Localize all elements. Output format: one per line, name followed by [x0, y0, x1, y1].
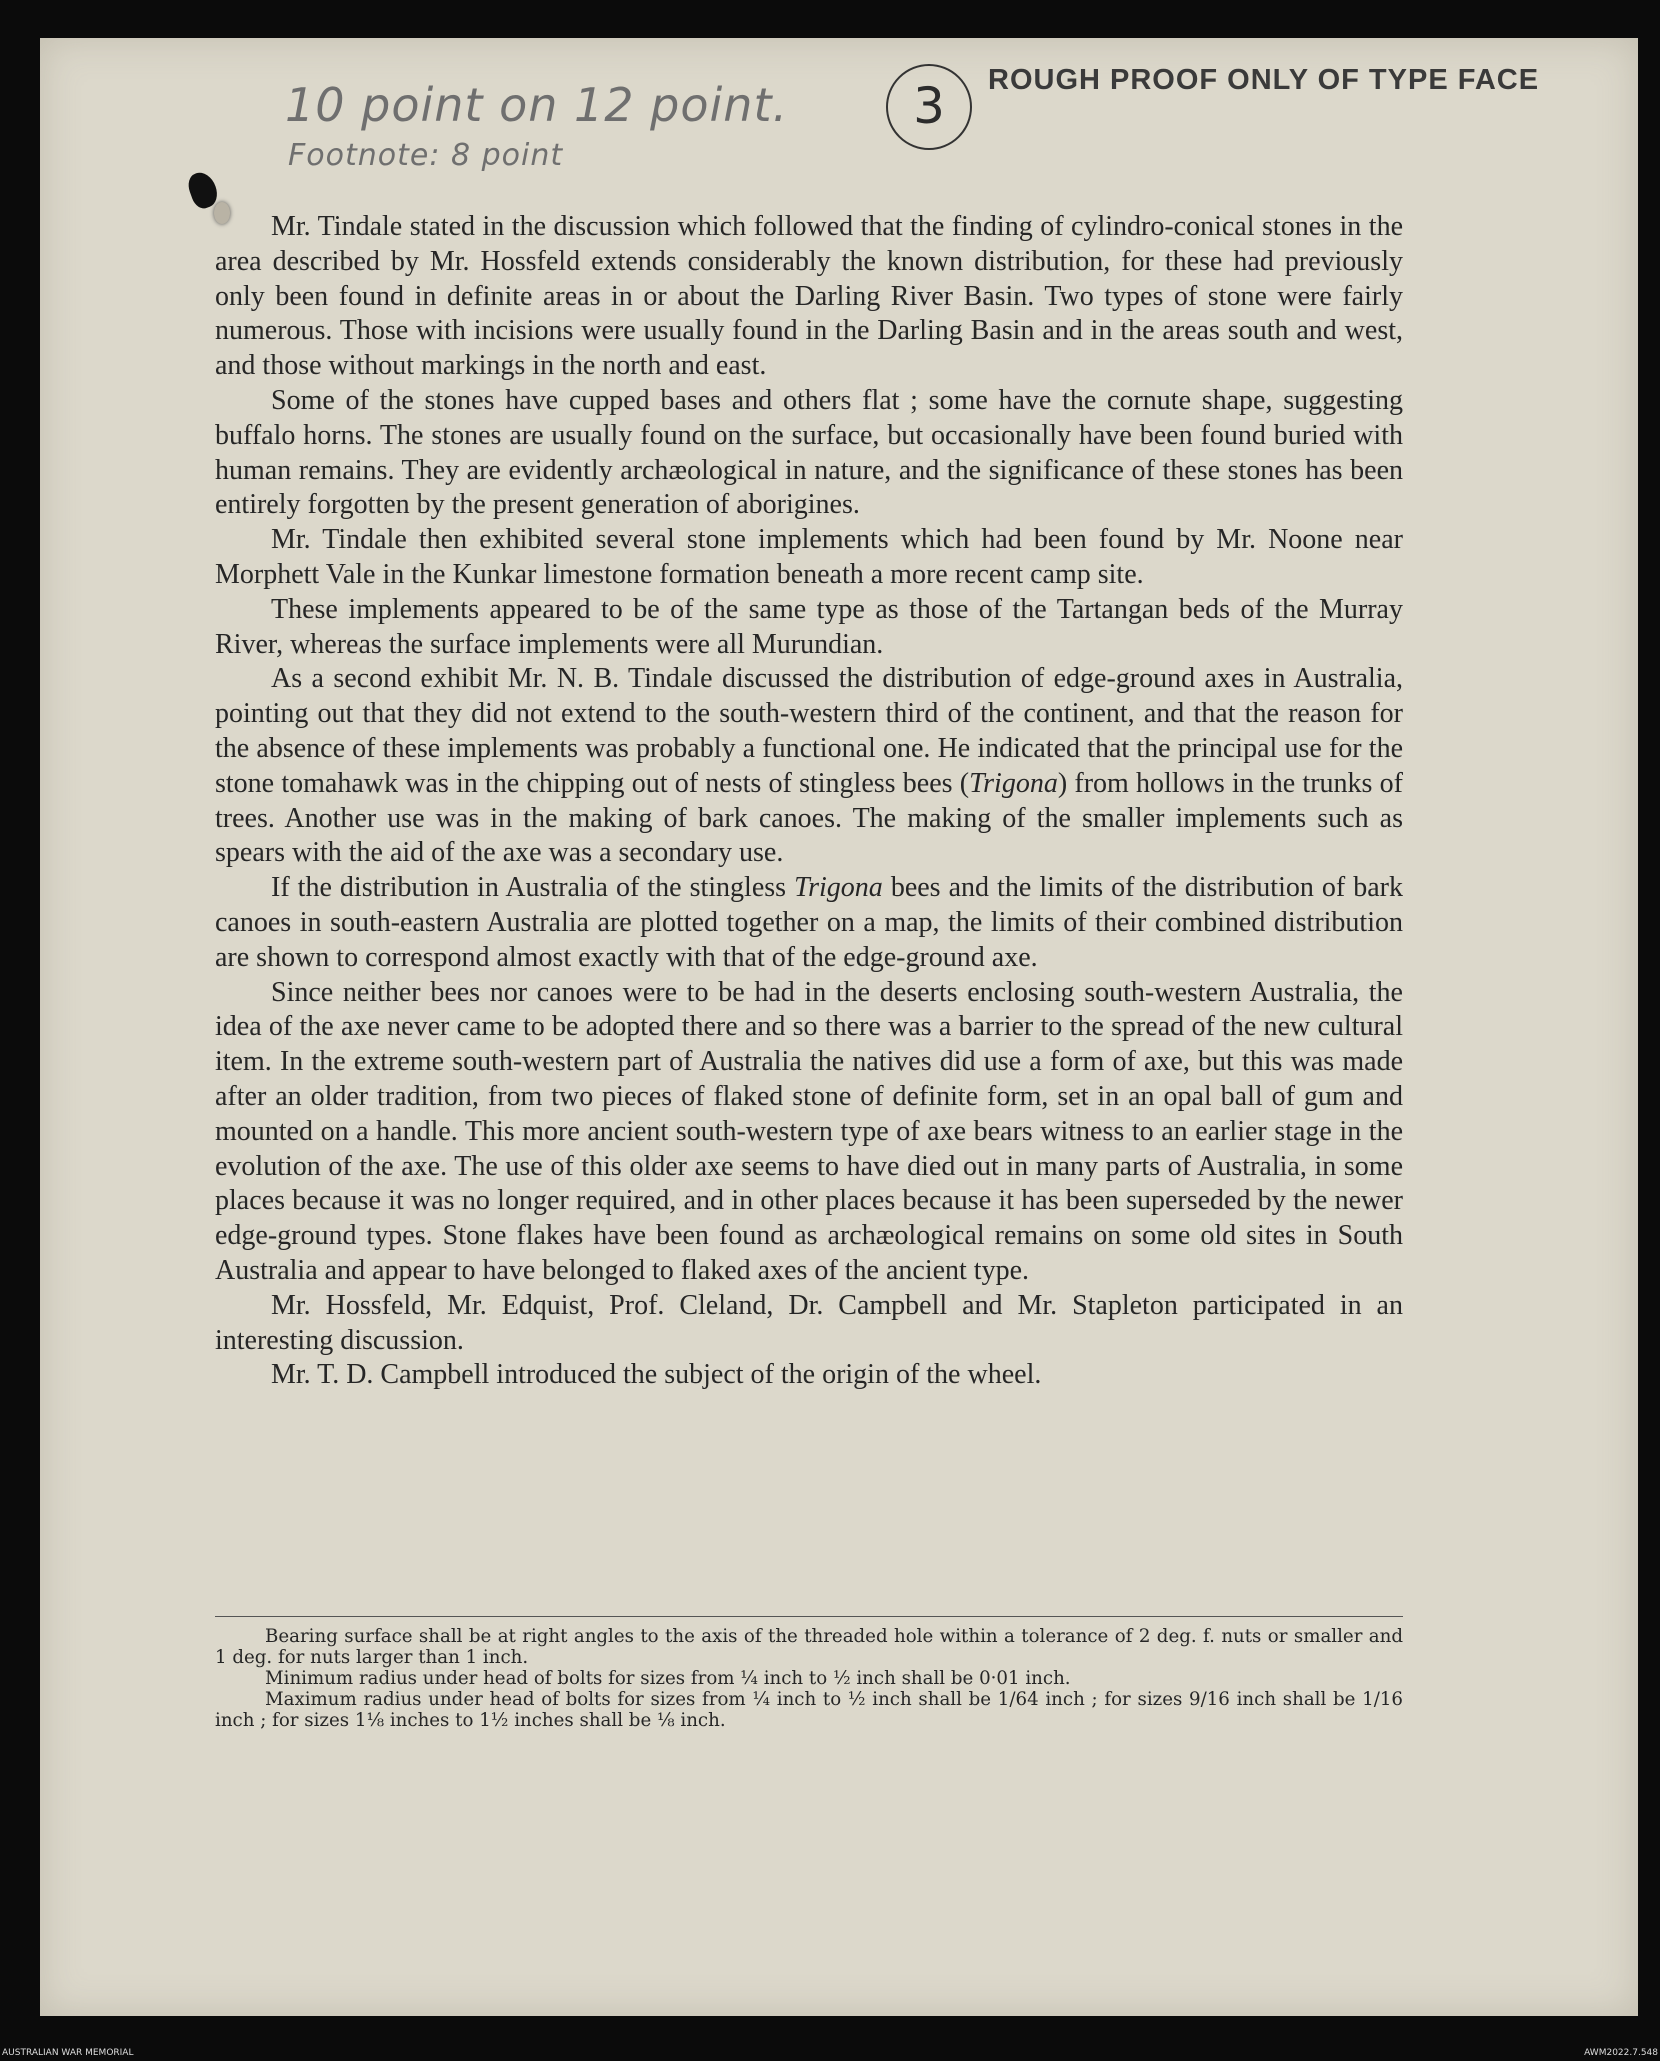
circled-page-number: 3 [886, 64, 972, 150]
footnotes [215, 1626, 1403, 1731]
footnote-rule [215, 1616, 1403, 1617]
archive-footer [0, 2047, 1660, 2061]
handwritten-note-footnote-size: Footnote: 8 point [288, 138, 564, 173]
footnote-3: Maximum radius under head of bolts for sizes from ¼ inch to ½ inch shall be 1/64 inch ; for sizes 9/16 inch shall be 1/16 inch ; for sizes 1⅛ inches to 1½ inches shall be ⅛ inch. [215, 1689, 1403, 1731]
paragraph-5: As a second exhibit Mr. N. B. Tindale discussed the distribution of edge-ground axes in Australia, pointing out that they did not extend to the south-western third of the continent, and that the reason for the absence of these implements was probably a functional one. He indicated that the principal use for the stone tomahawk was in the chipping out of nests of stingless bees (Trigona) from hollows in the trunks of trees. Another use was in the making of bark canoes. The making of the smaller implements such as spears with the aid of the axe was a secondary use. [215, 663, 1403, 869]
proof-header: ROUGH PROOF ONLY OF TYPE FACE [988, 64, 1540, 96]
paragraph-3: Mr. Tindale then exhibited several stone implements which had been found by Mr. Noone near Morphett Vale in the Kunkar limestone formation beneath a more recent camp site. [215, 524, 1403, 590]
paragraph-4: These implements appeared to be of the same type as those of the Tartangan beds of the Murray River, whereas the surface implements were all Murundian. [215, 593, 1403, 660]
paragraph-6: If the distribution in Australia of the stingless Trigona bees and the limits of the distribution of bark canoes in south-eastern Australia are plotted together on a map, the limits of their combined distribution are shown to correspond almost exactly with that of the edge-ground axe. [215, 872, 1403, 973]
archive-reference: AWM2022.7.548 [1584, 2048, 1658, 2058]
paragraph-7: Since neither bees nor canoes were to be had in the deserts enclosing south-western Australia, the idea of the axe never came to be adopted there and so there was a barrier to the spread of the new cultural item. In the extreme south-western part of Australia the natives did use a form of axe, but this was made after an older tradition, from two pieces of flaked stone of definite form, set in an opal ball of gum and mounted on a handle. This more ancient south-western type of axe bears witness to an earlier stage in the evolution of the axe. The use of this older axe seems to have died out in many parts of Australia, in some places because it was no longer required, and in other places because it has been superseded by the newer edge-ground types. Stone flakes have been found as archæological remains on some old sites in South Australia and appear to have belonged to flaked axes of the ancient type. [215, 976, 1403, 1286]
footnote-1: Bearing surface shall be at right angles to the axis of the threaded hole within a tolerance of 2 deg. f. nuts or smaller and 1 deg. for nuts larger than 1 inch. [215, 1626, 1403, 1668]
paragraph-8: Mr. Hossfeld, Mr. Edquist, Prof. Cleland, Dr. Campbell and Mr. Stapleton participated in an interesting discussion. [215, 1289, 1403, 1356]
species-name: Trigona [969, 767, 1058, 799]
paragraph-9: Mr. T. D. Campbell introduced the subject of the origin of the wheel. [271, 1359, 1042, 1391]
archive-name: AUSTRALIAN WAR MEMORIAL [2, 2048, 134, 2058]
species-name: Trigona [794, 872, 883, 904]
footnote-2: Minimum radius under head of bolts for sizes from ¼ inch to ½ inch shall be 0·01 inch. [265, 1668, 1071, 1689]
body-text [215, 210, 1403, 1393]
paragraph-2: Some of the stones have cupped bases and others flat ; some have the cornute shape, suggesting buffalo horns. The stones are usually found on the surface, but occasionally have been found buried with human remains. They are evidently archæological in nature, and the significance of these stones has been entirely forgotten by the present generation of aborigines. [215, 384, 1403, 521]
handwritten-note-type-size: 10 point on 12 point. [285, 78, 789, 132]
paragraph-1: Mr. Tindale stated in the discussion which followed that the finding of cylindro-conical stones in the area described by Mr. Hossfeld extends considerably the known distribution, for these had previously only been found in definite areas in or about the Darling River Basin. Two types of stone were fairly numerous. Those with incisions were usually found in the Darling Basin and in the areas south and west, and those without markings in the north and east. [215, 211, 1403, 382]
